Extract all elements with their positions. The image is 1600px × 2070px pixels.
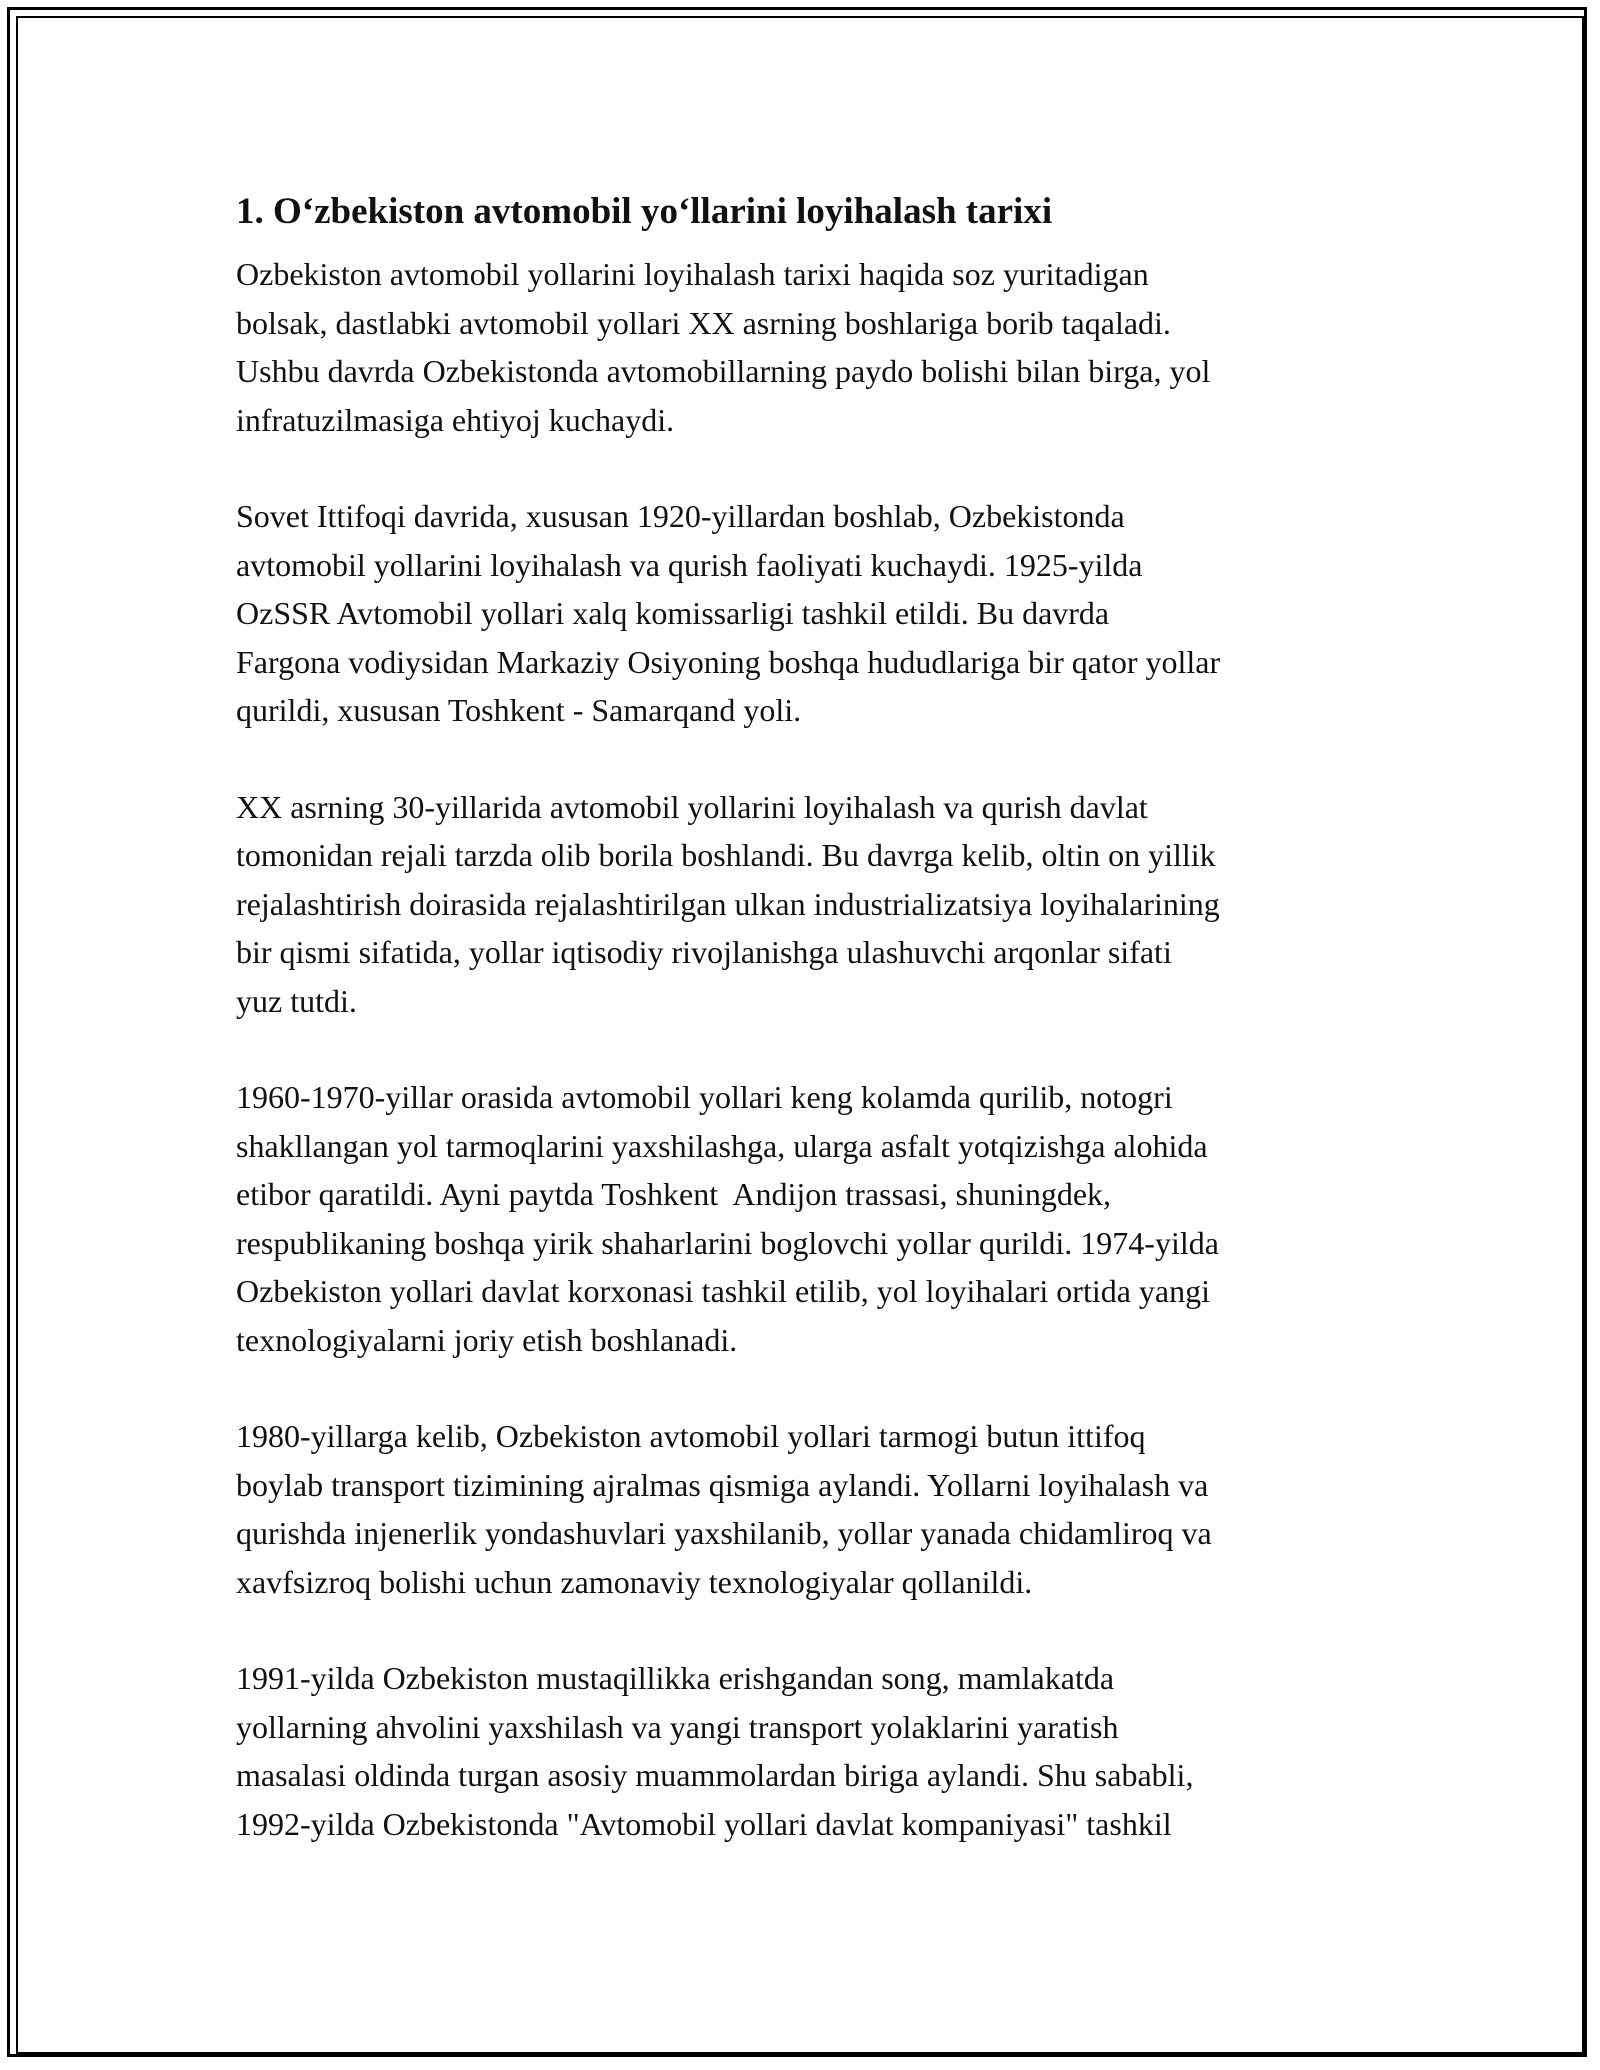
text-line: Sovet Ittifoqi davrida, xususan 1920-yillardan boshlab, Ozbekistonda xyxy=(236,498,1125,534)
document-body xyxy=(236,186,1376,1896)
paragraph-6 xyxy=(236,1654,1376,1848)
paragraph-4 xyxy=(236,1073,1376,1364)
text-line: 1992-yilda Ozbekistonda "Avtomobil yollari davlat kompaniyasi" tashkil xyxy=(236,1805,1172,1842)
text-line: 1991-yilda Ozbekiston mustaqillikka erishgandan song, mamlakatda xyxy=(236,1660,1115,1696)
text-line: qurildi, xususan Toshkent - Samarqand yoli. xyxy=(236,692,802,728)
text-line: yollarning ahvolini yaxshilash va yangi transport yolaklarini yaratish xyxy=(236,1708,1119,1745)
paragraph-3 xyxy=(236,783,1376,1026)
text-line: yuz tutdi. xyxy=(236,982,357,1019)
text-line: XX asrning 30-yillarida avtomobil yollarini loyihalash va qurish davlat xyxy=(236,788,1148,825)
text-line: 1980-yillarga kelib, Ozbekiston avtomobil yollari tarmogi butun ittifoq xyxy=(236,1418,1146,1454)
text-line: xavfsizroq bolishi uchun zamonaviy texnologiyalar qollanildi. xyxy=(236,1563,1033,1600)
text-line: shakllangan yol tarmoqlarini yaxshilashga, ularga asfalt yotqizishga alohida xyxy=(236,1127,1208,1164)
text-line: avtomobil yollarini loyihalash va qurish faoliyati kuchaydi. 1925-yilda xyxy=(236,546,1143,583)
text-line: texnologiyalarni joriy etish boshlanadi. xyxy=(236,1321,738,1358)
text-line: masalasi oldinda turgan asosiy muammolardan biriga aylandi. Shu sababli, xyxy=(236,1757,1194,1793)
text-line: rejalashtirish doirasida rejalashtirilgan ulkan industrializatsiya loyihalarining xyxy=(236,885,1220,922)
text-line: Ozbekiston yollari davlat korxonasi tashkil etilib, yol loyihalari ortida yangi xyxy=(236,1273,1211,1309)
text-line: bir qismi sifatida, yollar iqtisodiy rivojlanishga ulashuvchi arqonlar sifati xyxy=(236,934,1172,970)
text-line: Ozbekiston avtomobil yollarini loyihalash tarixi haqida soz yuritadigan xyxy=(236,256,1149,292)
paragraph-2 xyxy=(236,492,1376,735)
text-line: Fargona vodiysidan Markaziy Osiyoning boshqa hududlariga bir qator yollar xyxy=(236,643,1221,680)
text-line: 1960-1970-yillar orasida avtomobil yollari keng kolamda qurilib, notogri xyxy=(236,1079,1173,1115)
paragraph-1 xyxy=(236,250,1376,444)
text-line: infratuzilmasiga ehtiyoj kuchaydi. xyxy=(236,401,675,438)
paragraph-5 xyxy=(236,1412,1376,1606)
section-heading: 1. O‘zbekiston avtomobil yo‘llarini loyihalash tarixi xyxy=(236,191,1053,232)
text-line: boylab transport tizimining ajralmas qismiga aylandi. Yollarni loyihalash va xyxy=(236,1466,1209,1503)
text-line: bolsak, dastlabki avtomobil yollari XX asrning boshlariga borib taqaladi. xyxy=(236,304,1171,341)
text-line: qurishda injenerlik yondashuvlari yaxshilanib, yollar yanada chidamliroq va xyxy=(236,1515,1212,1551)
text-line: etibor qaratildi. Ayni paytda Toshkent Andijon trassasi, shuningdek, xyxy=(236,1176,1112,1212)
text-line: Ushbu davrda Ozbekistonda avtomobillarning paydo bolishi bilan birga, yol xyxy=(236,353,1211,389)
text-line: respublikaning boshqa yirik shaharlarini boglovchi yollar qurildi. 1974-yilda xyxy=(236,1224,1219,1261)
text-line: tomonidan rejali tarzda olib borila boshlandi. Bu davrga kelib, oltin on yillik xyxy=(236,837,1216,873)
text-line: OzSSR Avtomobil yollari xalq komissarligi tashkil etildi. Bu davrda xyxy=(236,595,1110,631)
